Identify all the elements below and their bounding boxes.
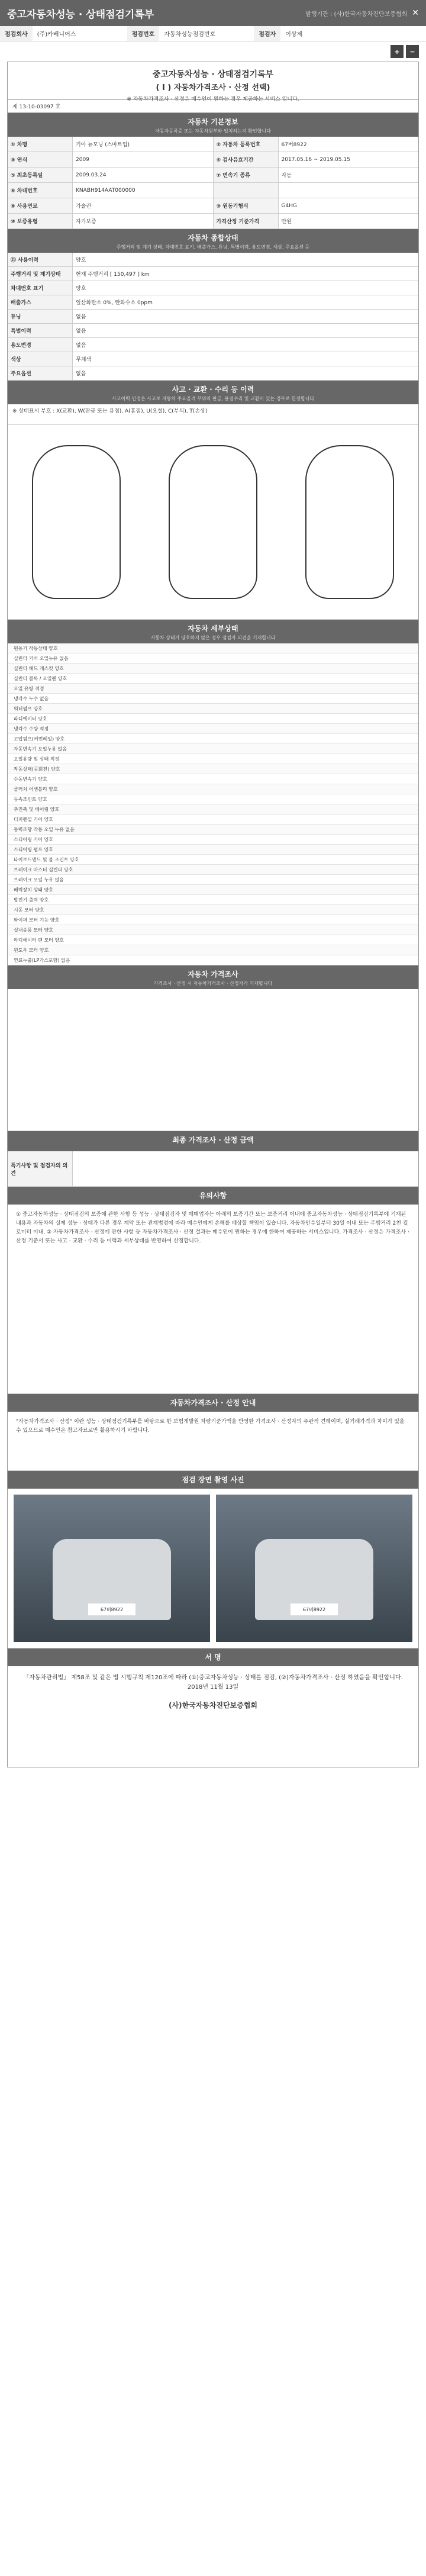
special-label: 특기사항 및 점검자의 의견 [8,1151,73,1186]
field-label: ③ 연식 [8,152,73,167]
doc-number: 제 13-10-03097 호 [8,100,418,113]
basic-row [8,214,418,229]
field-value: KNABH914AAT000000 [73,183,214,198]
detail-item: 윈도우 모터 양호 [8,945,418,955]
status-label: ⑪ 사용이력 [8,253,73,266]
doc-subtitle: ( I ) 자동차가격조사 · 산정 선택) [156,83,270,92]
detail-item: 실린더 헤드 개스킷 양호 [8,664,418,674]
status-value: 없음 [76,329,86,334]
detail-item: 자동변속기 오일누유 없음 [8,744,418,754]
detail-item: 스티어링 펌프 양호 [8,845,418,855]
detail-item: 냉각수 수량 적정 [8,724,418,734]
detail-item: 원동기 작동상태 양호 [8,643,418,653]
legend-text: ※ 상태표시 부호 : X(교환), W(판금 또는 용접), A(흠집), U(요철), C(부식), T(손상) [8,404,418,424]
detail-item: 실린더 커버 오일누유 없음 [8,653,418,664]
detail-item: 작동상태(공회전) 양호 [8,764,418,774]
section-price: 자동차 가격조사 가격조사 · 산정 시 자동차가격조사 · 산정자가 기재합니다 [8,965,418,989]
info-value: (주)카베니어스 [37,31,76,38]
inspection-photo-rear[interactable]: 67버8922 [216,1495,412,1642]
signature-org: (사)한국자동차진단보증협회 [168,1701,258,1709]
special-notes [73,1151,418,1186]
field-value: 자동 [281,173,292,179]
detail-item: 라디에이터 팬 모터 양호 [8,935,418,945]
status-label: 특별이력 [8,324,73,337]
field-value: 2009 [73,152,214,167]
detail-item: 고압펌프(커먼레일) 양호 [8,734,418,744]
detail-item: 스티어링 기어 양호 [8,835,418,845]
status-label: 차대번호 표기 [8,281,73,295]
status-label: 배출가스 [8,295,73,309]
car-side-right [305,445,394,599]
inspection-info-bar [0,26,426,41]
field-label: ⑨ 원동기형식 [214,198,279,213]
notice-text: ① 중고자동차성능 · 상태점검의 보증에 관한 사항 등 성능 · 상태점검자 및 매매업자는 아래의 보증기간 또는 보증거리 이내에 중고자동차성능 · 상태점검기록부에 기재된 내용과 자동차의 실제 성능 · 상태가 다른 경우 계약 또는 관계법령에 따라 매수인에게 손해를 배상할 책임이 있습니다. 자동차인수일부터 30일 이내 또는 주행거리 2천 킬로미터 이내. ② 자동차가격조사 · 산정에 관한 사항 등 자동차가격조사 · 산정 결과는 매수인이 원하는 경우에 한하여 제공하는 서비스입니다. 가격조사 · 산정은 가격조사 · 산정 기준서 또는 사고 · 교환 · 수리 등 이력과 세부상태를 반영하여 산정합니다. [8,1205,418,1394]
section-price-info: 자동차가격조사 · 산정 안내 [8,1394,418,1412]
status-value: 양호 [76,286,86,292]
doc-notice: ※ 자동차가격조사 · 산정은 매수인이 원하는 경우 제공하는 서비스 입니다. [127,96,299,102]
field-label: ④ 검사유효기간 [214,152,279,167]
status-row [8,352,418,366]
field-label: ② 자동차 등록번호 [214,137,279,152]
doc-title: 중고자동차성능 · 상태점검기록부 [152,70,274,79]
detail-item: 디퍼렌셜 기어 양호 [8,814,418,825]
status-table [8,253,418,381]
detail-item: 브레이크 오일 누유 없음 [8,875,418,885]
status-row [8,338,418,352]
basic-row [8,183,418,198]
status-value: 무채색 [76,357,92,363]
detail-item: 워터펌프 양호 [8,704,418,714]
car-diagram [8,424,418,620]
basic-table [8,137,418,229]
detail-item: 라디에이터 양호 [8,714,418,724]
price-table [8,989,418,1131]
field-value: 2009.03.24 [73,168,214,182]
detail-item: 동력조향 작동 오일 누유 없음 [8,825,418,835]
status-value: 없음 [76,314,86,320]
status-value: 양호 [76,257,86,263]
info-label: 점검번호 [127,26,160,41]
status-value: 현재 주행거리 [ 150,497 ] km [76,272,150,278]
field-label [214,183,279,198]
detail-item: 수동변속기 양호 [8,774,418,784]
zoom-in-button[interactable]: + [390,45,404,58]
status-row [8,366,418,381]
status-label: 색상 [8,352,73,366]
detail-item: 오일 유량 적정 [8,684,418,694]
detail-item: 타이로드엔드 및 볼 조인트 양호 [8,855,418,865]
zoom-out-button[interactable]: − [406,45,419,58]
status-row [8,295,418,310]
status-row [8,310,418,324]
status-row [8,324,418,338]
detail-item: 실린더 블록 / 오일팬 양호 [8,674,418,684]
basic-row [8,198,418,214]
field-label: ⑤ 최초등록일 [8,168,73,182]
field-label: 가격산정 기준가격 [214,214,279,228]
signature-text: 「자동차관리법」 제58조 및 같은 법 시행규칙 제120조에 따라 (①)중고자동차성능 · 상태를 점검, (②)자동차가격조사 · 산정 하였음을 확인합니다. [23,1675,403,1681]
app-title: 중고자동차성능 · 상태점검기록부 [7,8,154,21]
status-label: 주행거리 및 계기상태 [8,267,73,281]
section-final-price: 최종 가격조사 · 산정 금액 [8,1131,418,1151]
status-value: 없음 [76,371,86,377]
field-value [279,183,419,198]
close-icon[interactable]: ✕ [412,8,419,18]
detail-item: 시동 모터 양호 [8,905,418,915]
field-value: 67버8922 [281,142,307,148]
info-value: 이상제 [285,31,303,38]
status-value: 일산화탄소 0%, 탄화수소 0ppm [76,300,153,306]
record-document [7,62,419,1767]
detail-item: 와이퍼 모터 기능 양호 [8,915,418,925]
status-label: 튜닝 [8,310,73,323]
issuer-text: 발행기관 : (사)한국자동차진단보증협회 [305,11,408,18]
car-top-view [169,445,257,599]
price-info-text: "자동차가격조사 · 산정" 이란 성능 · 상태점검기록부를 바탕으로 한 보험개발원 차량기준가액을 반영한 가격조사 · 산정자의 주관적 견해이며, 실거래가격과 차이가 있을 수 있으므로 매수인은 참고자료로만 활용하시기 바랍니다. [8,1412,418,1471]
section-detail: 자동차 세부상태 자동차 상태가 양호하지 않은 경우 점검자 의견을 기재합니다 [8,620,418,643]
inspection-photo-front[interactable]: 67버8922 [14,1495,210,1642]
status-row [8,253,418,267]
detail-item: 배력장치 상태 양호 [8,885,418,895]
field-value: G4HG [281,202,297,209]
section-accident: 사고 · 교환 · 수리 등 이력 사고이력 인정은 사고로 자동차 주요골격 부위의 판금, 용접수리 및 교환이 있는 경우로 한정합니다 [8,381,418,404]
field-value: 2017.05.16 ~ 2019.05.15 [281,156,350,163]
status-label: 주요옵션 [8,366,73,380]
field-label: ⑩ 보증유형 [8,214,73,228]
document-header [8,62,418,100]
detail-item: 오일유량 및 상태 적정 [8,754,418,764]
info-label: 점검회사 [0,26,33,41]
detail-item: 클러치 어셈블리 양호 [8,784,418,794]
detail-item: 브레이크 마스터 실린더 양호 [8,865,418,875]
field-label: ⑦ 변속기 종류 [214,168,279,182]
photo-gallery [8,1489,418,1648]
field-value: 자가보증 [73,214,214,228]
section-basic: 자동차 기본정보 자동차등록증 또는 자동차원부와 일치하는지 확인합니다 [8,113,418,137]
detail-item: 추진축 및 베어링 양호 [8,804,418,814]
car-side-left [32,445,121,599]
detail-item: 실내송풍 모터 양호 [8,925,418,935]
detail-list [8,643,418,965]
detail-item: 등속조인트 양호 [8,794,418,804]
field-label: ⑥ 차대번호 [8,183,73,198]
section-photos: 점검 장면 촬영 사진 [8,1471,418,1489]
status-row [8,281,418,295]
signature-date: 2018년 11월 13일 [187,1684,239,1690]
detail-item: 발전기 출력 양호 [8,895,418,905]
status-row [8,267,418,281]
section-notice: 유의사항 [8,1187,418,1205]
field-value: 만원 [281,219,292,225]
top-bar [0,0,426,26]
field-value: 가솔린 [73,198,214,213]
basic-row [8,168,418,183]
basic-row [8,152,418,168]
detail-item: 냉각수 누수 없음 [8,694,418,704]
section-signature: 서 명 [8,1648,418,1666]
detail-item: 연료누출(LP가스포함) 없음 [8,955,418,965]
status-value: 없음 [76,343,86,349]
field-label: ⑧ 사용연료 [8,198,73,213]
field-label: ① 차명 [8,137,73,152]
basic-row [8,137,418,152]
info-label: 점검자 [254,26,280,41]
field-value: 기아 뉴모닝 (스마트업) [73,137,214,152]
info-value: 자동차성능점검번호 [164,31,216,38]
signature-block [8,1666,418,1767]
section-status: 자동차 종합상태 주행거리 및 계기 상태, 차대번호 표기, 배출가스, 튜닝, 특별이력, 용도변경, 색상, 주요옵션 등 [8,229,418,253]
status-label: 용도변경 [8,338,73,352]
